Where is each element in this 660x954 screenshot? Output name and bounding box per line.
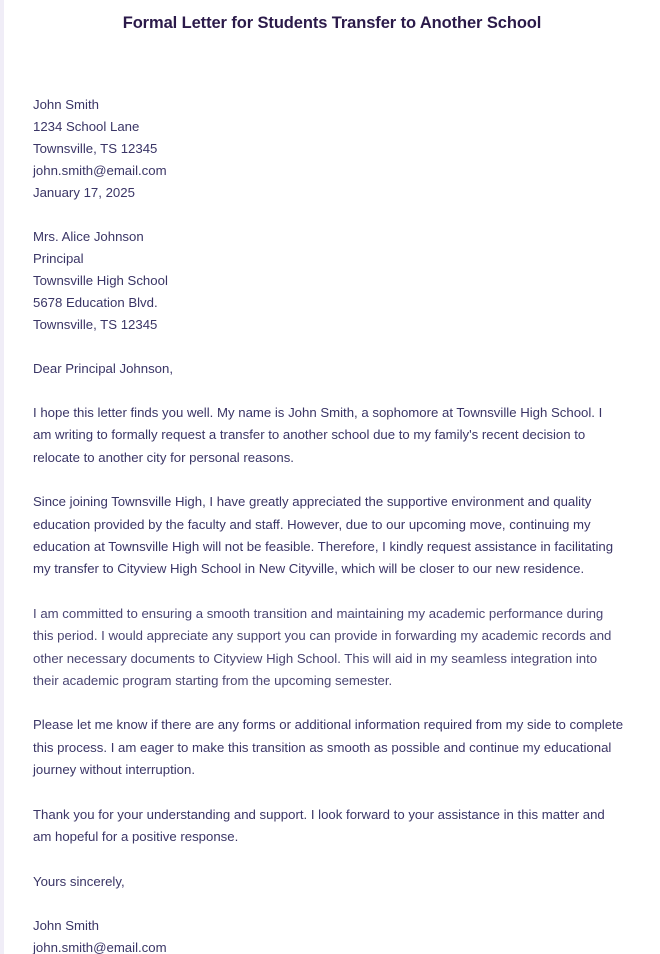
page-title: Formal Letter for Students Transfer to Another School xyxy=(122,14,542,32)
salutation-gap-spacer xyxy=(33,336,624,358)
letter-content xyxy=(4,34,660,954)
body-paragraph-2: Since joining Townsville High, I have greatly appreciated the supportive environment and quality education provided by the faculty and staff. However, due to our upcoming move, continuing my education at Townsville High will not be feasible. Therefore, I kindly request assistance in facilitating my transfer to Cityview High School in New Cityville, which will be closer to our new residence. xyxy=(33,494,614,577)
recipient-name: Mrs. Alice Johnson xyxy=(33,229,144,244)
paragraph-4-spacer xyxy=(33,692,624,714)
sender-name: John Smith xyxy=(33,97,99,112)
sender-block-spacer xyxy=(33,34,624,94)
body-paragraph-3: I am committed to ensuring a smooth transition and maintaining my academic performance during this period. I would appreciate any support you can provide in forwarding my academic records and other necessary documents to Cityview High School. This will aid in my seamless integration into their academic program starting from the upcoming semester. xyxy=(33,605,612,689)
recipient-address-block xyxy=(33,226,624,336)
sender-street: 1234 School Lane xyxy=(33,119,140,134)
sender-address-block xyxy=(33,94,624,204)
recipient-street: 5678 Education Blvd. xyxy=(33,295,158,310)
valediction-spacer xyxy=(33,849,624,871)
paragraph-3-spacer xyxy=(33,581,624,603)
signature-spacer xyxy=(33,893,624,915)
paragraph-2-spacer xyxy=(33,469,624,491)
valediction: Yours sincerely, xyxy=(33,873,125,889)
paragraph-1-spacer xyxy=(33,380,624,402)
sender-email: john.smith@email.com xyxy=(33,163,167,178)
salutation: Dear Principal Johnson, xyxy=(33,361,174,376)
signature-block xyxy=(33,915,624,954)
sender-city-state-zip: Townsville, TS 12345 xyxy=(33,141,158,156)
address-gap-spacer xyxy=(33,204,624,226)
signature-email: john.smith@email.com xyxy=(33,939,167,954)
body-paragraph-1: I hope this letter finds you well. My name is John Smith, a sophomore at Townsville High School. I am writing to formally request a transfer to another school due to my family's recent decision to relocate to another city for personal reasons. xyxy=(33,405,603,465)
body-paragraph-4: Please let me know if there are any forms or additional information required from my side to complete this process. I am eager to make this transition as smooth as possible and continue my educational journey without interruption. xyxy=(33,717,624,778)
recipient-role: Principal xyxy=(33,251,84,266)
letter-date: January 17, 2025 xyxy=(33,185,135,200)
body-paragraph-5: Thank you for your understanding and support. I look forward to your assistance in this matter and am hopeful for a positive response. xyxy=(33,806,605,845)
paragraph-5-spacer xyxy=(33,782,624,804)
recipient-city-state-zip: Townsville, TS 12345 xyxy=(33,317,158,332)
recipient-organization: Townsville High School xyxy=(33,273,168,288)
signature-name: John Smith xyxy=(33,917,99,933)
